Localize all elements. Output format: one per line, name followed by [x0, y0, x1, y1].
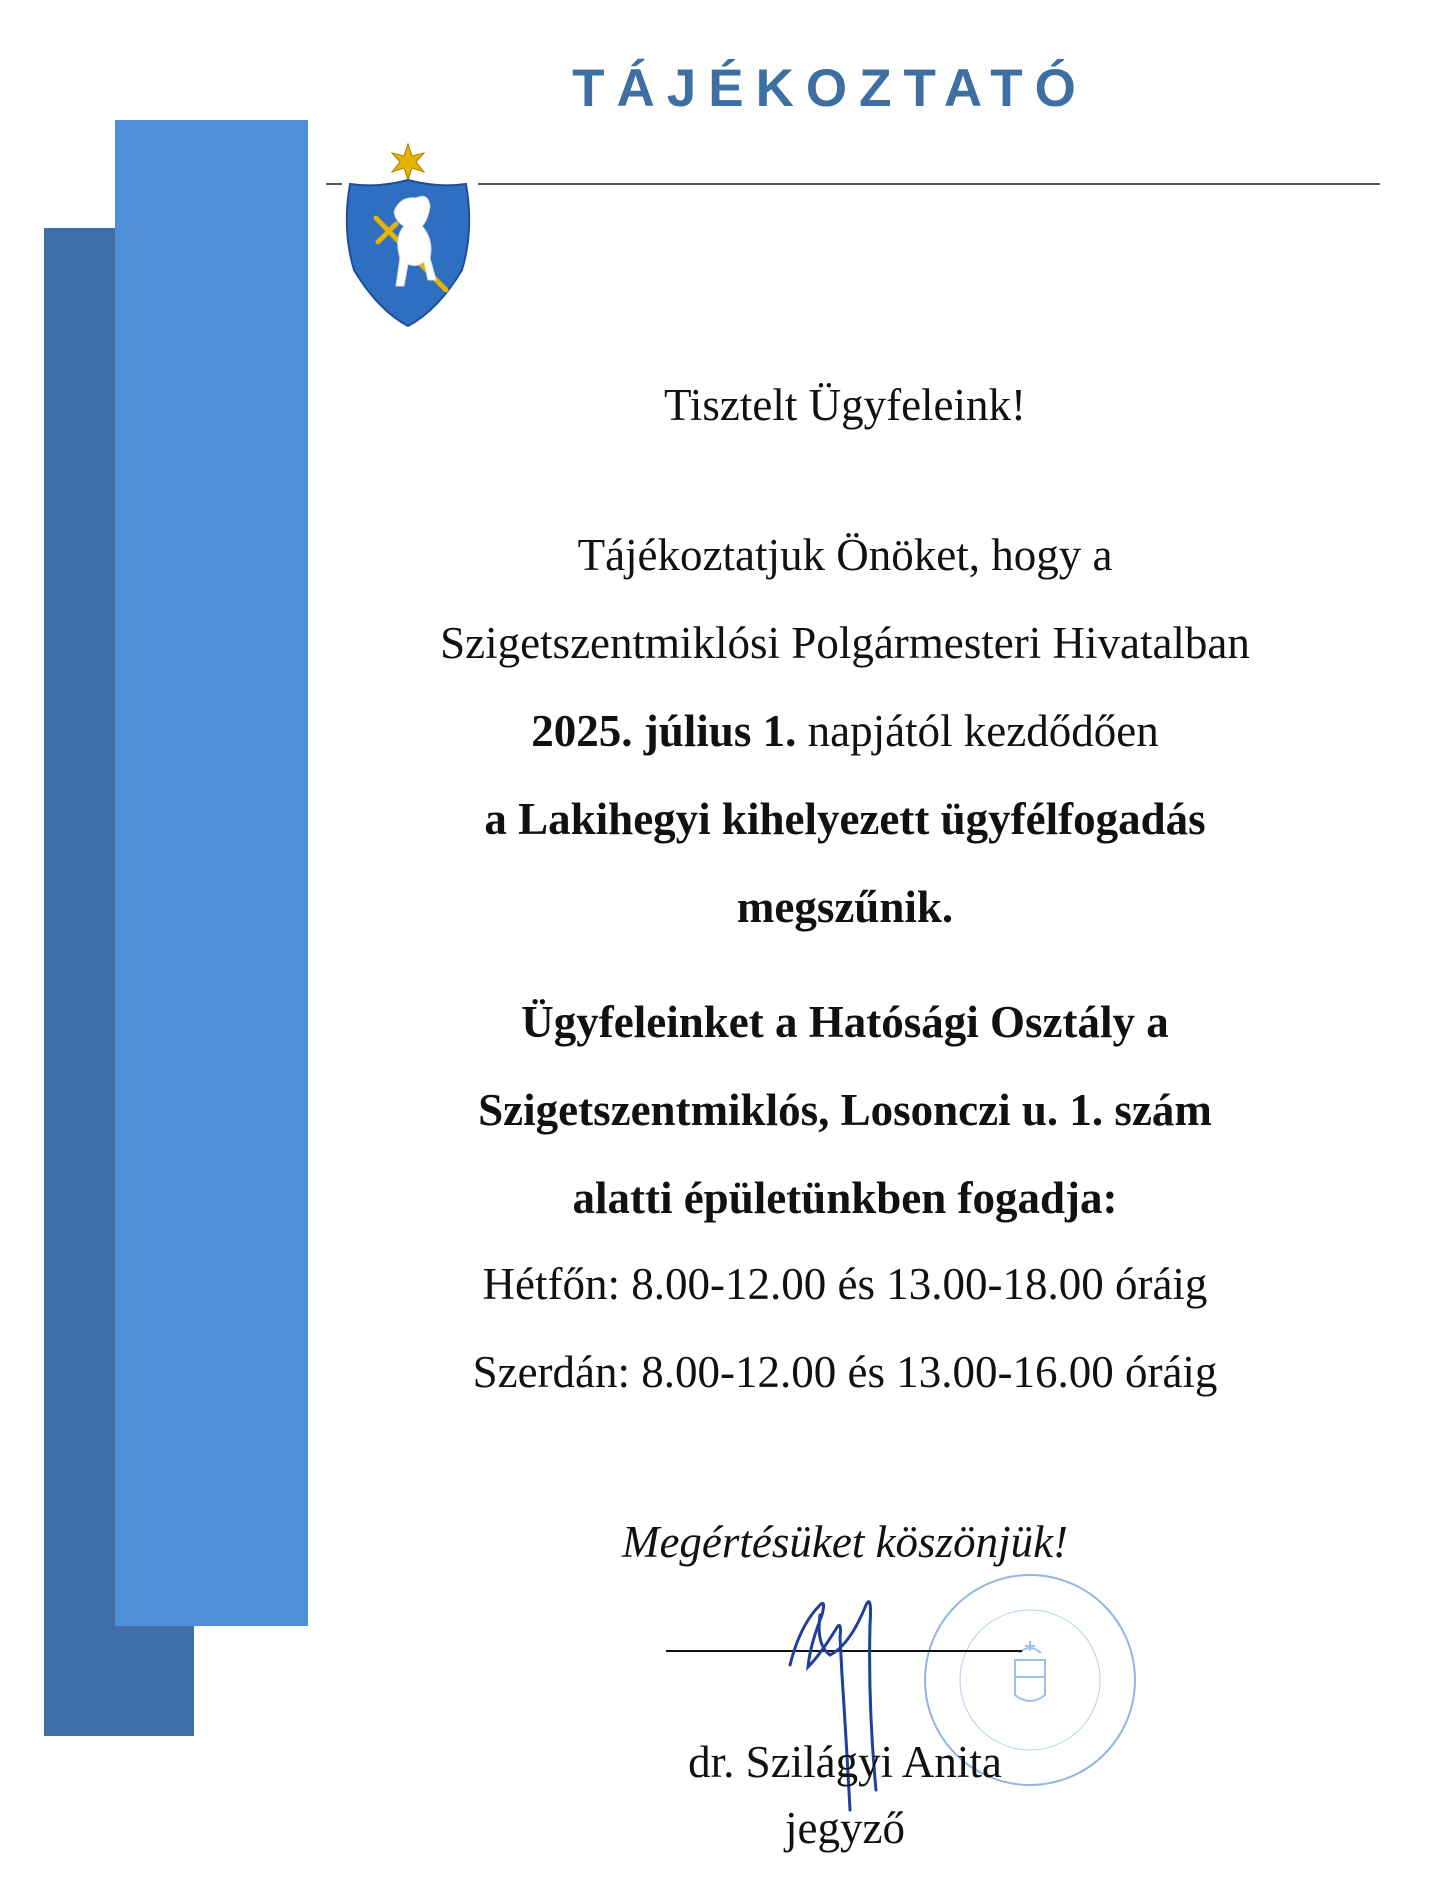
greeting: Tisztelt Ügyfeleink!	[663, 380, 1027, 430]
hours-monday: Hétfőn: 8.00-12.00 és 13.00-18.00 óráig	[482, 1259, 1208, 1309]
body-line-8: alatti épületünkben fogadja:	[572, 1173, 1118, 1223]
address-line: Szigetszentmiklós, Losonczi u. 1. szám	[478, 1085, 1212, 1135]
page-title: TÁJÉKOZTATÓ	[572, 59, 1088, 118]
header-rule-right	[478, 183, 1380, 185]
hours-wednesday: Szerdán: 8.00-12.00 és 13.00-16.00 óráig	[472, 1347, 1218, 1397]
body-line-2: Szigetszentmiklósi Polgármesteri Hivatalban	[440, 618, 1250, 668]
body-line-4: a Lakihegyi kihelyezett ügyfélfogadás	[484, 794, 1206, 844]
body-line-1: Tájékoztatjuk Önöket, hogy a	[577, 530, 1113, 580]
body-line-3-rest: napjától kezdődően	[796, 706, 1159, 756]
body-line-3	[330, 706, 1360, 756]
effective-date: 2025. július 1.	[531, 706, 797, 756]
body-line-5: megszűnik.	[736, 882, 954, 932]
thanks-line: Megértésüket köszönjük!	[621, 1517, 1069, 1567]
crest-star	[392, 144, 424, 180]
body-line-6: Ügyfeleinket a Hatósági Osztály a	[521, 997, 1169, 1047]
coat-of-arms-icon	[338, 140, 478, 330]
signatory-role: jegyző	[785, 1803, 905, 1853]
signatory-name: dr. Szilágyi Anita	[688, 1737, 1002, 1787]
decorative-bar-light	[115, 120, 308, 1626]
